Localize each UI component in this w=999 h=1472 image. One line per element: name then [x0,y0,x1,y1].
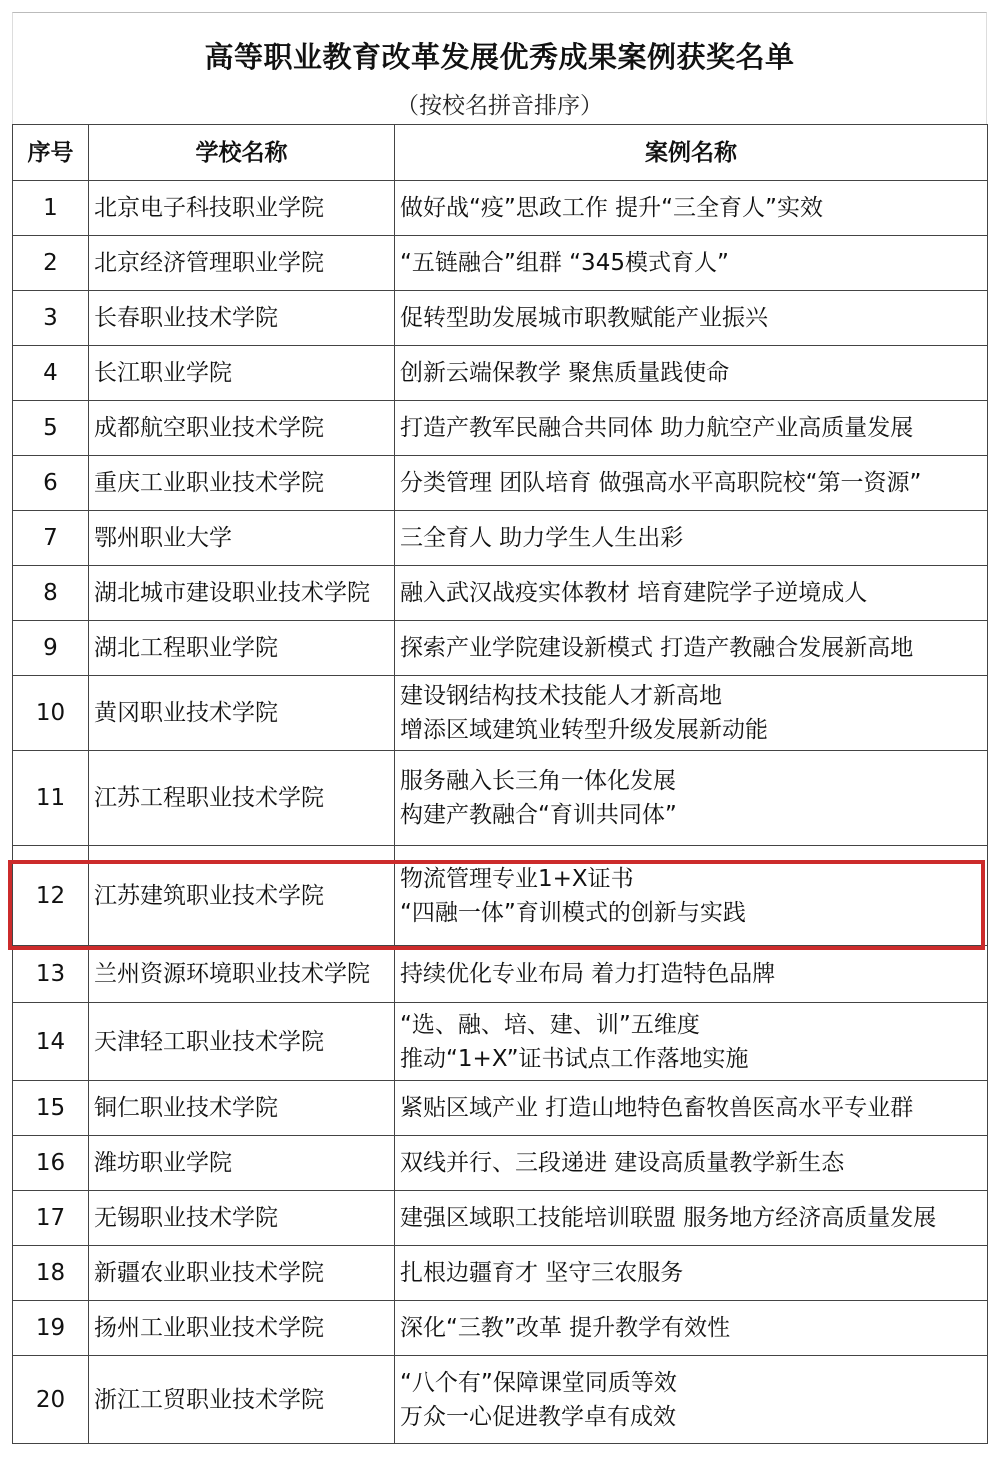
table-body [13,181,988,1444]
case-line: 促转型助发展城市职教赋能产业振兴 [400,305,768,331]
school-name: 北京经济管理职业学院 [89,236,395,291]
case-line: “五链融合”组群 “345模式育人” [400,250,729,276]
title-box [12,12,987,124]
school-name: 黄冈职业技术学院 [89,676,395,751]
case-line: “四融一体”育训模式的创新与实践 [400,899,746,926]
award-table [12,124,988,1444]
row-number: 14 [13,1003,89,1081]
row-number: 20 [13,1356,89,1444]
case-line: 打造产教军民融合共同体 助力航空产业高质量发展 [400,415,914,441]
row-number: 3 [13,291,89,346]
table-row [13,946,988,1003]
school-name: 新疆农业职业技术学院 [89,1246,395,1301]
row-number: 1 [13,181,89,236]
table-row [13,236,988,291]
case-line: 深化“三教”改革 提升教学有效性 [400,1315,731,1341]
case-name [395,846,988,946]
case-name [395,291,988,346]
case-line: 融入武汉战疫实体教材 培育建院学子逆境成人 [400,580,868,606]
case-name [395,1081,988,1136]
case-line: 万众一心促进教学卓有成效 [400,1403,676,1430]
case-line: 紧贴区域产业 打造山地特色畜牧兽医高水平专业群 [400,1095,914,1121]
table-row [13,1301,988,1356]
school-name: 湖北城市建设职业技术学院 [89,566,395,621]
case-name [395,1356,988,1444]
table-row [13,1003,988,1081]
school-name: 湖北工程职业学院 [89,621,395,676]
case-name [395,1136,988,1191]
table-row [13,1246,988,1301]
table-row [13,751,988,846]
row-number: 19 [13,1301,89,1356]
case-name [395,1301,988,1356]
case-line: 探索产业学院建设新模式 打造产教融合发展新高地 [400,635,914,661]
table-row [13,846,988,946]
case-line: 推动“1+X”证书试点工作落地实施 [400,1045,749,1072]
header-school: 学校名称 [89,125,395,181]
case-line: 双线并行、三段递进 建设高质量教学新生态 [400,1150,845,1176]
row-number: 6 [13,456,89,511]
table-row [13,566,988,621]
header-case: 案例名称 [395,125,988,181]
case-name [395,1003,988,1081]
school-name: 北京电子科技职业学院 [89,181,395,236]
table-row [13,291,988,346]
school-name: 长江职业学院 [89,346,395,401]
table-row [13,1081,988,1136]
document-title: 高等职业教育改革发展优秀成果案例获奖名单 [204,40,795,74]
table-row [13,456,988,511]
header-no: 序号 [13,125,89,181]
school-name: 江苏工程职业技术学院 [89,751,395,846]
school-name: 重庆工业职业技术学院 [89,456,395,511]
table-row [13,181,988,236]
table-row [13,1356,988,1444]
case-name [395,346,988,401]
case-name [395,236,988,291]
case-line: “选、融、培、建、训”五维度 [400,1011,700,1038]
case-name [395,1191,988,1246]
school-name: 江苏建筑职业技术学院 [89,846,395,946]
row-number: 7 [13,511,89,566]
row-number: 16 [13,1136,89,1191]
case-name [395,751,988,846]
table-row [13,346,988,401]
school-name: 浙江工贸职业技术学院 [89,1356,395,1444]
case-name [395,946,988,1003]
case-line: 扎根边疆育才 坚守三农服务 [400,1260,684,1286]
table-row [13,676,988,751]
row-number: 13 [13,946,89,1003]
row-number: 2 [13,236,89,291]
row-number: 12 [13,846,89,946]
case-line: 增添区域建筑业转型升级发展新动能 [400,717,768,743]
table-row [13,1136,988,1191]
school-name: 扬州工业职业技术学院 [89,1301,395,1356]
case-line: 创新云端保教学 聚焦质量践使命 [400,360,730,386]
school-name: 兰州资源环境职业技术学院 [89,946,395,1003]
case-name [395,1246,988,1301]
table-row [13,621,988,676]
table-header-row [13,125,988,181]
case-name [395,401,988,456]
school-name: 无锡职业技术学院 [89,1191,395,1246]
row-number: 15 [13,1081,89,1136]
case-name [395,676,988,751]
school-name: 潍坊职业学院 [89,1136,395,1191]
case-line: “八个有”保障课堂同质等效 [400,1369,677,1396]
table-row [13,401,988,456]
case-name [395,181,988,236]
case-name [395,456,988,511]
case-name [395,621,988,676]
case-line: 建强区域职工技能培训联盟 服务地方经济高质量发展 [400,1205,937,1231]
row-number: 5 [13,401,89,456]
case-line: 三全育人 助力学生人生出彩 [400,525,684,551]
case-line: 构建产教融合“育训共同体” [400,802,677,828]
case-line: 做好战“疫”思政工作 提升“三全育人”实效 [400,195,823,221]
row-number: 8 [13,566,89,621]
row-number: 4 [13,346,89,401]
row-number: 10 [13,676,89,751]
row-number: 11 [13,751,89,846]
document-subtitle: （按校名拼音排序） [396,93,603,119]
school-name: 长春职业技术学院 [89,291,395,346]
school-name: 成都航空职业技术学院 [89,401,395,456]
school-name: 天津轻工职业技术学院 [89,1003,395,1081]
case-name [395,566,988,621]
row-number: 9 [13,621,89,676]
school-name: 铜仁职业技术学院 [89,1081,395,1136]
case-line: 持续优化专业布局 着力打造特色品牌 [400,961,776,987]
row-number: 17 [13,1191,89,1246]
row-number: 18 [13,1246,89,1301]
case-line: 服务融入长三角一体化发展 [400,768,676,794]
case-line: 物流管理专业1+X证书 [400,865,634,892]
case-line: 建设钢结构技术技能人才新高地 [400,683,722,709]
table-row [13,1191,988,1246]
table-row [13,511,988,566]
case-line: 分类管理 团队培育 做强高水平高职院校“第一资源” [400,470,922,496]
case-name [395,511,988,566]
school-name: 鄂州职业大学 [89,511,395,566]
